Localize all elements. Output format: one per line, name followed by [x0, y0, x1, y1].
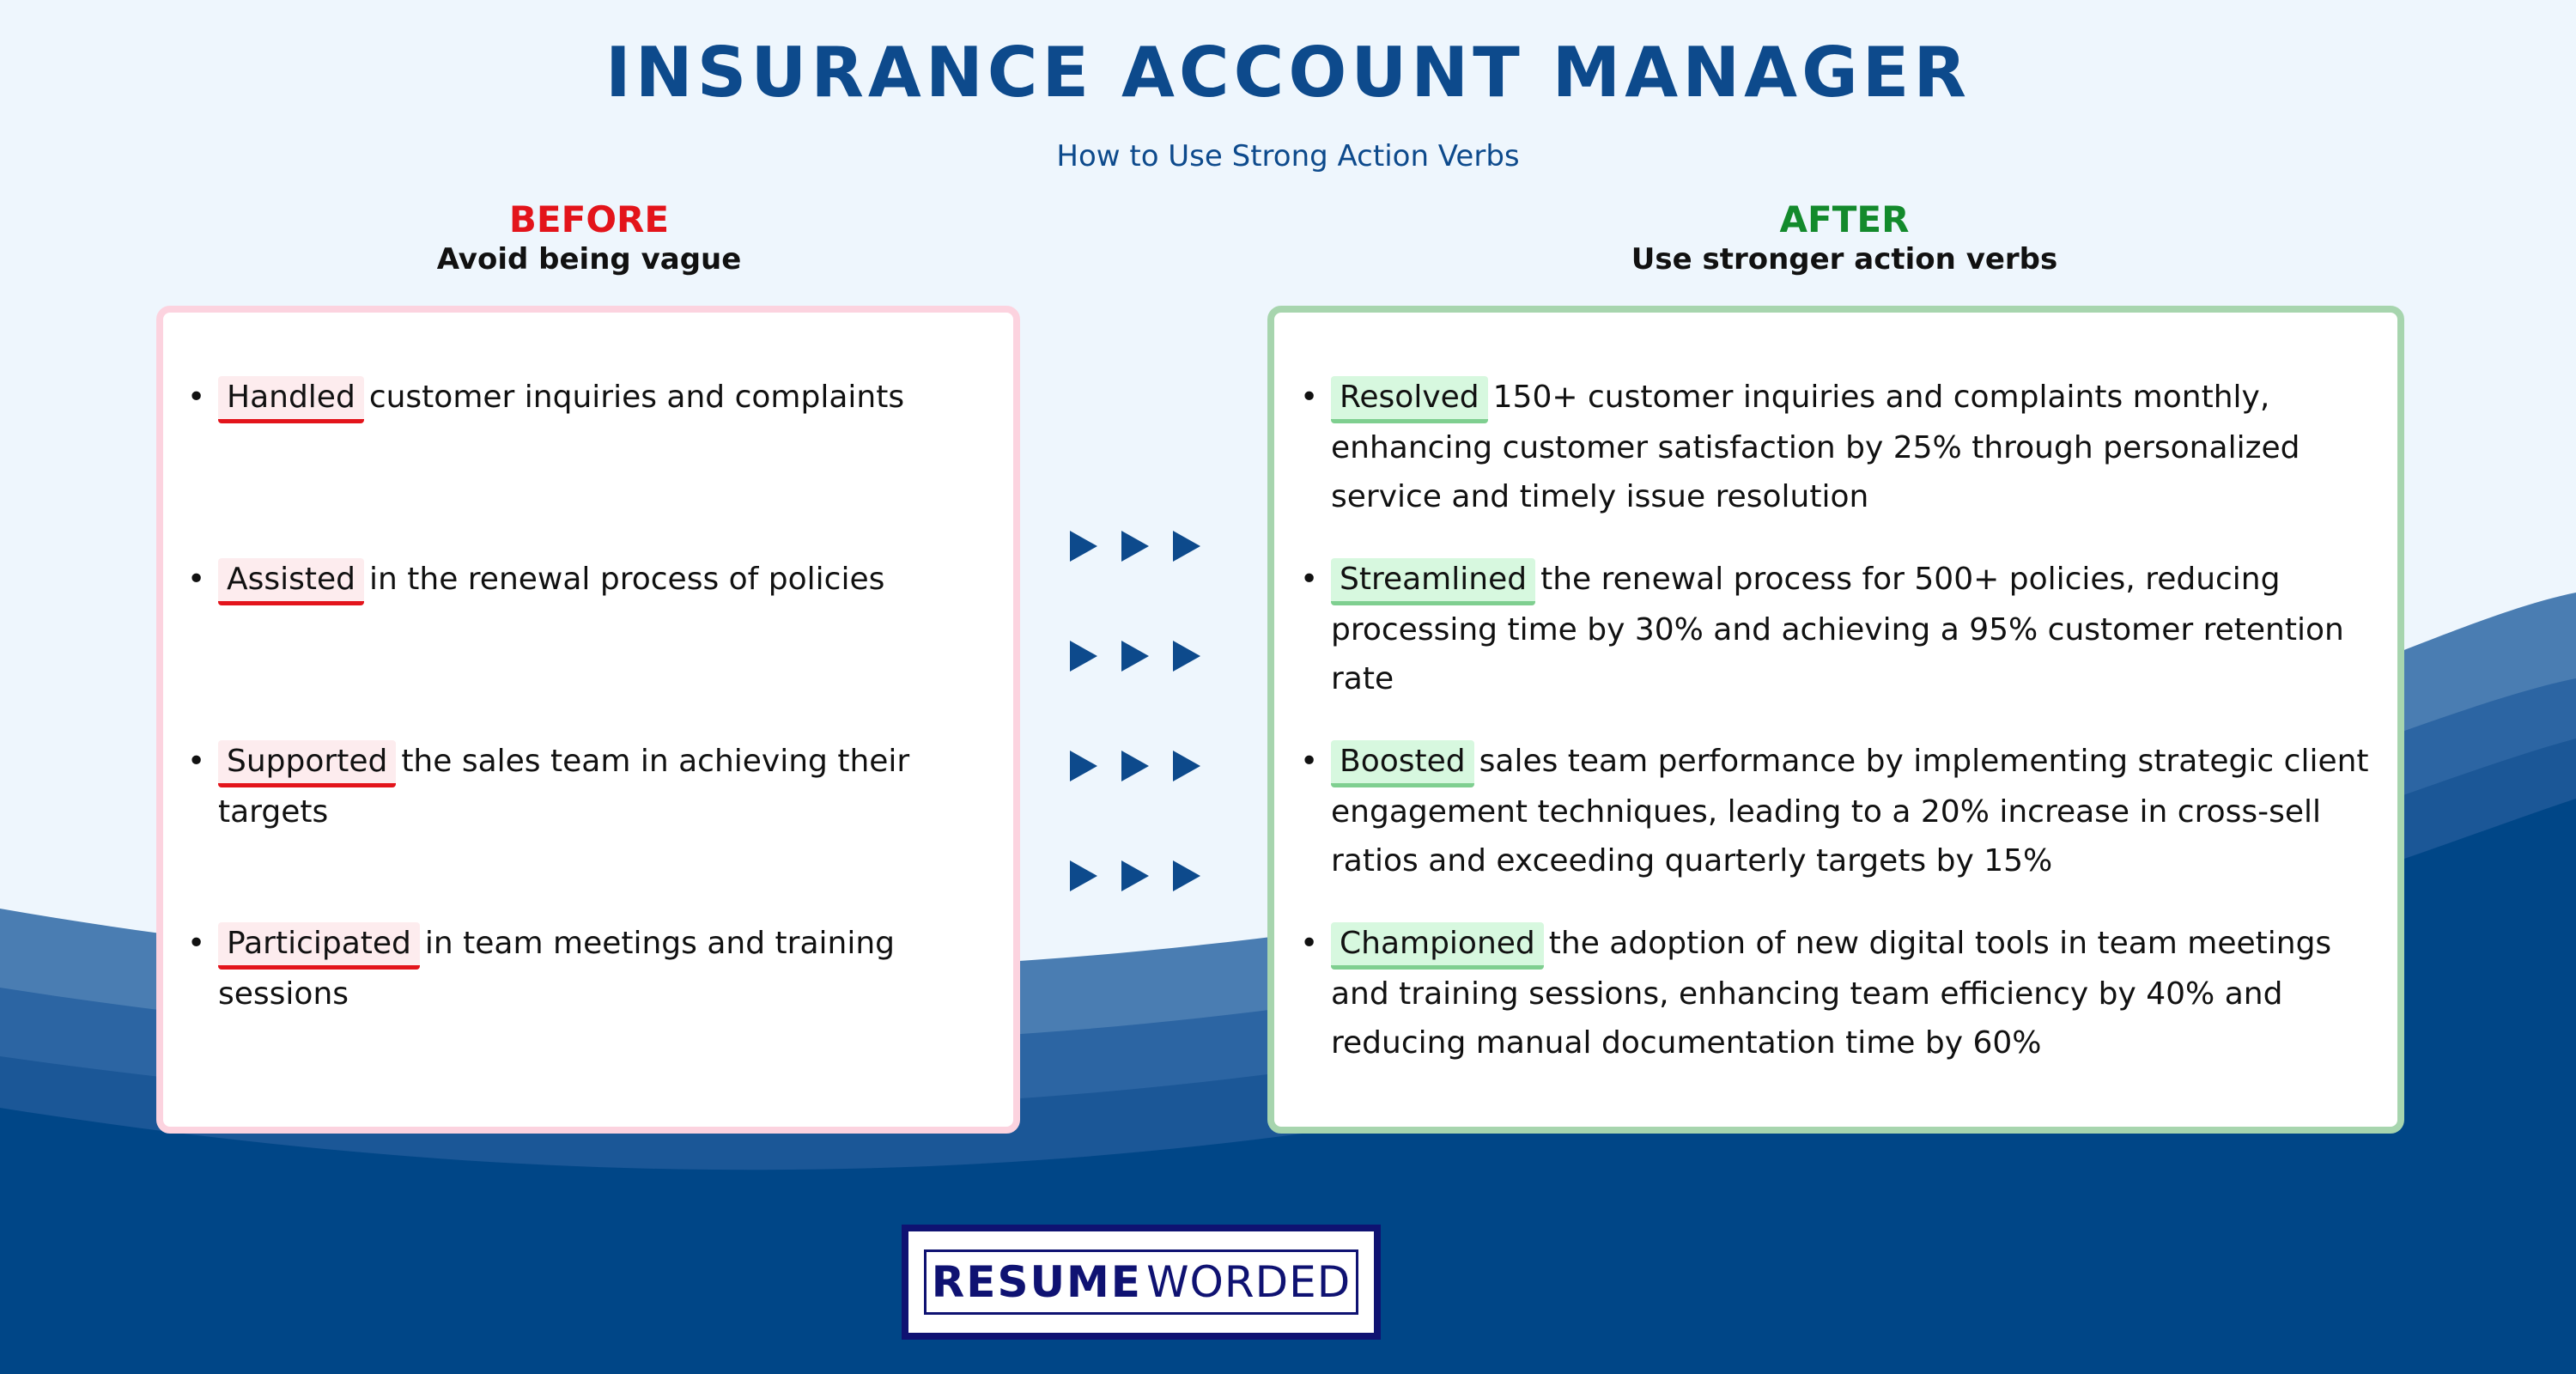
- weak-verb: Supported: [218, 740, 396, 787]
- bullet-icon: •: [187, 380, 206, 415]
- before-subheading: Avoid being vague: [436, 242, 742, 277]
- page-title: INSURANCE ACCOUNT MANAGER: [605, 33, 1971, 112]
- logo-regular: WORDED: [1146, 1257, 1352, 1307]
- bullet-icon: •: [1300, 926, 1319, 961]
- after-item-text: 150+ customer inquiries and complaints monthly, enhancing customer satisfaction by 25% through personalized service and timely issue resolution: [1331, 380, 2300, 514]
- resume-worded-logo: [902, 1225, 1381, 1340]
- bullet-icon: •: [187, 926, 206, 961]
- before-card: [156, 306, 1020, 1134]
- before-item: [187, 919, 1003, 1018]
- bullet-icon: •: [1300, 380, 1319, 415]
- arrows-icon: [1063, 527, 1209, 565]
- before-item-text: in the renewal process of policies: [369, 562, 885, 597]
- bullet-icon: •: [187, 562, 206, 597]
- before-item: [187, 555, 1003, 605]
- after-subheading: Use stronger action verbs: [1631, 242, 2058, 277]
- page-subtitle: How to Use Strong Action Verbs: [1056, 139, 1520, 173]
- arrows-icon: [1063, 747, 1209, 785]
- strong-verb: Championed: [1331, 922, 1544, 970]
- after-heading: AFTER: [1779, 198, 1910, 240]
- after-item: [1300, 555, 2382, 703]
- after-item-text: the adoption of new digital tools in team meetings and training sessions, enhancing team efficiency by 40% and reducing manual documentation time by 60%: [1331, 926, 2332, 1061]
- strong-verb: Streamlined: [1331, 558, 1535, 605]
- logo-bold: RESUME: [931, 1257, 1142, 1307]
- after-header: [1415, 199, 2274, 278]
- weak-verb: Assisted: [218, 558, 364, 605]
- strong-verb: Resolved: [1331, 376, 1488, 423]
- bullet-icon: •: [187, 744, 206, 779]
- before-item: [187, 737, 1003, 836]
- before-header: [160, 199, 1018, 278]
- before-heading: BEFORE: [508, 198, 670, 240]
- weak-verb: Participated: [218, 922, 420, 970]
- arrows-icon: [1063, 637, 1209, 675]
- strong-verb: Boosted: [1331, 740, 1474, 787]
- after-item-text: sales team performance by implementing strategic client engagement techniques, leading to a 20% increase in cross-sell ratios and exceeding quarterly targets by 15%: [1331, 744, 2369, 879]
- weak-verb: Handled: [218, 376, 364, 423]
- after-item-text: the renewal process for 500+ policies, reducing processing time by 30% and achieving a 95% customer retention rate: [1331, 562, 2344, 696]
- bullet-icon: •: [1300, 744, 1319, 779]
- before-item-text: in team meetings and training sessions: [218, 926, 895, 1012]
- bullet-icon: •: [1300, 562, 1319, 597]
- before-item-text: the sales team in achieving their targets: [218, 744, 910, 830]
- logo-text: [932, 1257, 1351, 1307]
- before-item-text: customer inquiries and complaints: [368, 380, 905, 415]
- after-item: [1300, 737, 2382, 885]
- after-item: [1300, 919, 2382, 1067]
- before-item: [187, 373, 1003, 423]
- arrows-icon: [1063, 857, 1209, 895]
- after-card: [1267, 306, 2404, 1134]
- after-item: [1300, 373, 2382, 521]
